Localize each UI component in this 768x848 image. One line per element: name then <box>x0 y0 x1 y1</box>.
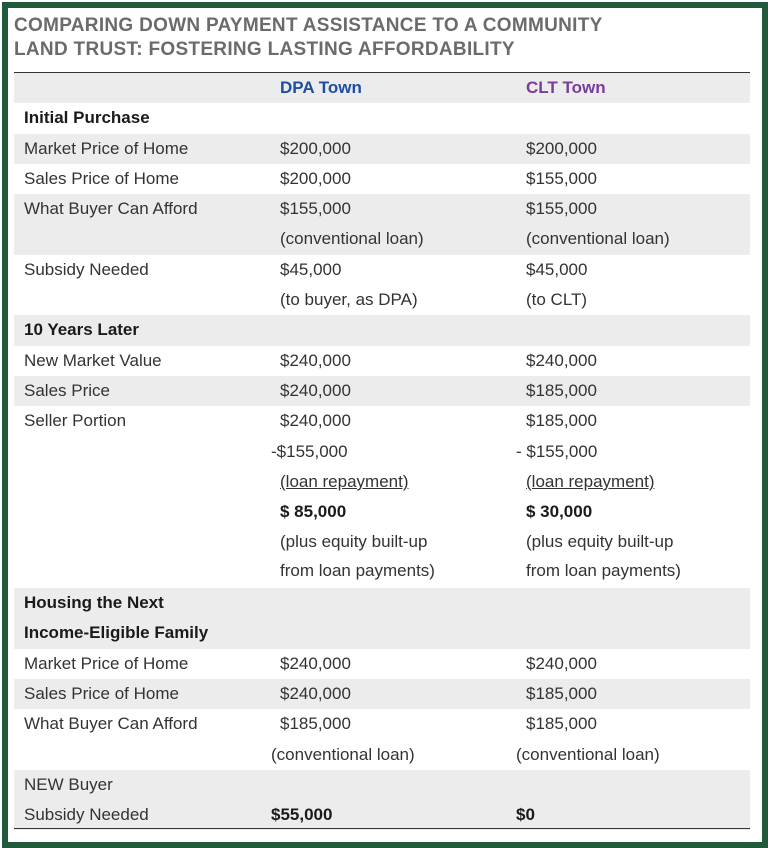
table-row <box>14 376 750 406</box>
clt-total: $ 30,000 <box>526 502 593 522</box>
clt-value: - $155,000 <box>516 441 598 461</box>
dpa-note: (conventional loan) <box>271 744 415 764</box>
clt-total: $0 <box>516 805 535 825</box>
table-row <box>14 437 750 467</box>
dpa-note: from loan payments) <box>280 560 435 580</box>
table-row <box>14 224 750 254</box>
row-label: Market Price of Home <box>24 653 189 673</box>
clt-note: (to CLT) <box>526 290 588 310</box>
dpa-value: $185,000 <box>280 714 351 734</box>
row-label: Sales Price of Home <box>24 683 179 703</box>
clt-value: $185,000 <box>526 683 597 703</box>
column-header-dpa: DPA Town <box>280 78 362 97</box>
clt-value: $45,000 <box>526 259 588 279</box>
section-label: Housing the Next <box>24 593 164 613</box>
title-line-2: LAND TRUST: FOSTERING LASTING AFFORDABILITY <box>14 39 515 60</box>
clt-value: $240,000 <box>526 653 597 673</box>
table-row <box>14 134 750 164</box>
row-label: Market Price of Home <box>24 138 189 158</box>
table-row <box>14 527 750 557</box>
dpa-value: $240,000 <box>280 653 351 673</box>
row-label: Sales Price <box>24 380 110 400</box>
page-title <box>14 14 754 62</box>
clt-value: $155,000 <box>526 168 597 188</box>
dpa-value: $45,000 <box>280 259 342 279</box>
dpa-value: -$155,000 <box>271 441 348 461</box>
table-row <box>14 285 750 315</box>
dpa-value: $200,000 <box>280 168 351 188</box>
section-row <box>14 588 750 618</box>
title-line-1: COMPARING DOWN PAYMENT ASSISTANCE TO A COMMUNITY <box>14 15 603 36</box>
dpa-value: $155,000 <box>280 199 351 219</box>
row-label: Sales Price of Home <box>24 168 179 188</box>
dpa-total: $ 85,000 <box>280 502 347 522</box>
table-row <box>14 255 750 285</box>
column-header-clt: CLT Town <box>526 78 606 97</box>
dpa-value: $240,000 <box>280 411 351 431</box>
table-row <box>14 497 750 527</box>
table-row <box>14 346 750 376</box>
table-row <box>14 194 750 224</box>
clt-note: (plus equity built-up <box>526 532 674 552</box>
row-label: Subsidy Needed <box>24 805 149 825</box>
dpa-note: (loan repayment) <box>280 471 409 491</box>
row-label: What Buyer Can Afford <box>24 714 198 734</box>
table-row <box>14 770 750 800</box>
table-row <box>14 558 750 588</box>
section-row <box>14 618 750 648</box>
dpa-value: $240,000 <box>280 350 351 370</box>
row-label: Seller Portion <box>24 411 127 431</box>
bottom-divider <box>14 828 750 829</box>
dpa-value: $200,000 <box>280 138 351 158</box>
row-label: New Market Value <box>24 350 162 370</box>
section-label: Initial Purchase <box>24 108 150 128</box>
dpa-total: $55,000 <box>271 805 333 825</box>
comparison-panel <box>2 2 768 848</box>
dpa-value: $240,000 <box>280 380 351 400</box>
clt-note: (conventional loan) <box>526 229 670 249</box>
clt-note: (conventional loan) <box>516 744 660 764</box>
section-row <box>14 103 750 133</box>
section-row <box>14 315 750 345</box>
clt-value: $185,000 <box>526 411 597 431</box>
clt-value: $185,000 <box>526 714 597 734</box>
table-header-row <box>14 73 750 103</box>
clt-note: from loan payments) <box>526 560 681 580</box>
row-label: What Buyer Can Afford <box>24 199 198 219</box>
table-row <box>14 709 750 739</box>
row-label: Subsidy Needed <box>24 259 149 279</box>
table-row <box>14 800 750 830</box>
table-row <box>14 740 750 770</box>
section-label: 10 Years Later <box>24 320 139 340</box>
section-label: Income-Eligible Family <box>24 623 209 643</box>
table-row <box>14 406 750 436</box>
row-label: NEW Buyer <box>24 774 113 794</box>
comparison-table <box>14 73 750 830</box>
clt-value: $155,000 <box>526 199 597 219</box>
table-row <box>14 679 750 709</box>
dpa-note: (plus equity built-up <box>280 532 428 552</box>
clt-value: $185,000 <box>526 380 597 400</box>
clt-value: $200,000 <box>526 138 597 158</box>
dpa-note: (to buyer, as DPA) <box>280 290 418 310</box>
dpa-value: $240,000 <box>280 683 351 703</box>
table-row <box>14 164 750 194</box>
clt-value: $240,000 <box>526 350 597 370</box>
clt-note: (loan repayment) <box>526 471 655 491</box>
table-row <box>14 467 750 497</box>
table-row <box>14 649 750 679</box>
dpa-note: (conventional loan) <box>280 229 424 249</box>
